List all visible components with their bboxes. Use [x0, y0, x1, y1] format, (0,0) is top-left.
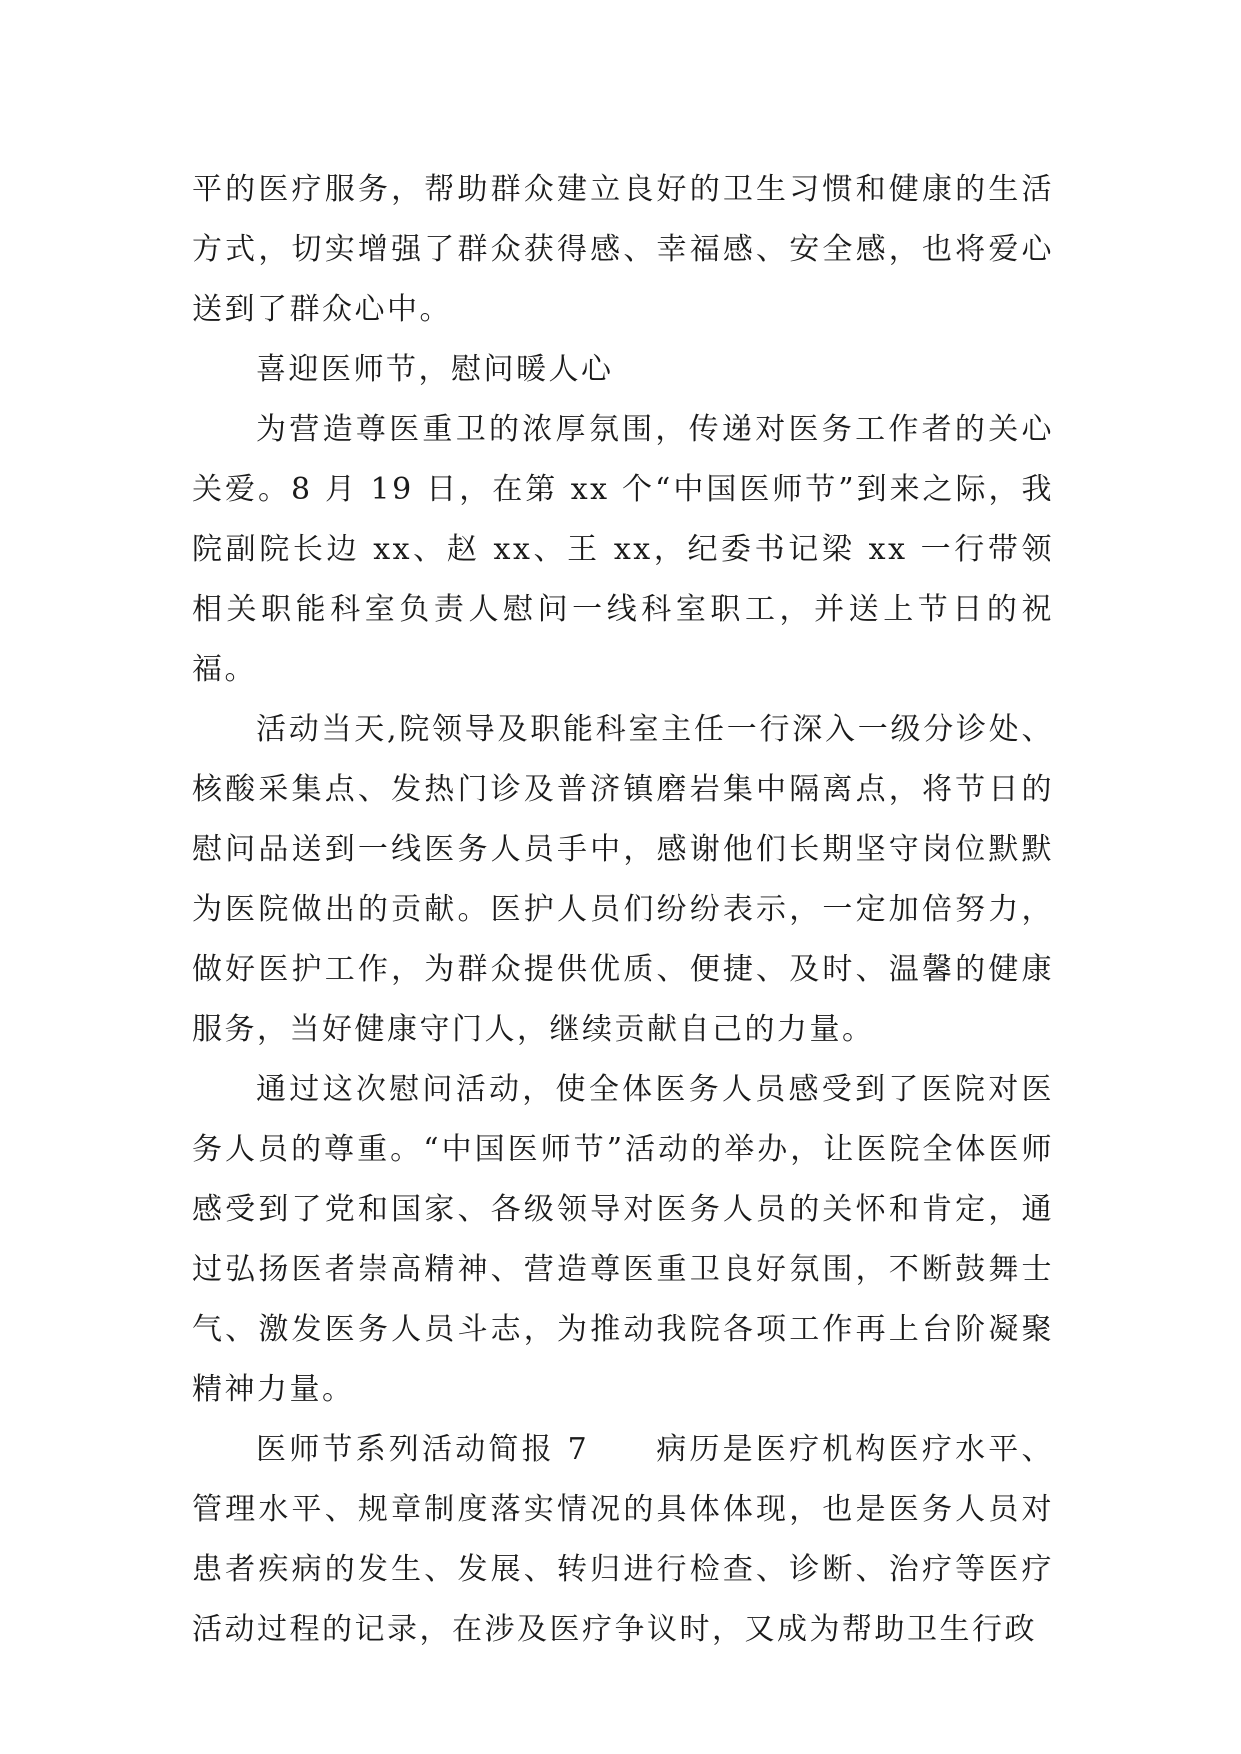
paragraph-activity: 活动当天,院领导及职能科室主任一行深入一级分诊处、核酸采集点、发热门诊及普济镇磨岩集中隔离点，将节日的慰问品送到一线医务人员手中，感谢他们长期坚守岗位默默为医院做出的贡献。医护人员们纷纷表示，一定加倍努力，做好医护工作，为群众提供优质、便捷、及时、温馨的健康服务，当好健康守门人，继续贡献自己的力量。: [192, 712, 1054, 1047]
paragraph-continuation: 平的医疗服务，帮助群众建立良好的卫生习惯和健康的生活方式，切实增强了群众获得感、幸福感、安全感，也将爱心送到了群众心中。: [192, 172, 1054, 327]
paragraph-summary: 通过这次慰问活动，使全体医务人员感受到了医院对医务人员的尊重。“中国医师节”活动的举办，让医院全体医师感受到了党和国家、各级领导对医务人员的关怀和肯定，通过弘扬医者崇高精神、营造尊医重卫良好氛围，不断鼓舞士气、激发医务人员斗志，为推动我院各项工作再上台阶凝聚精神力量。: [192, 1072, 1054, 1407]
paragraph-report-7: 医师节系列活动简报 7 病历是医疗机构医疗水平、管理水平、规章制度落实情况的具体体现，也是医务人员对患者疾病的发生、发展、转归进行检查、诊断、治疗等医疗活动过程的记录，在涉及医疗争议时，又成为帮助卫生行政: [192, 1432, 1054, 1647]
document-page: [192, 160, 1054, 1660]
section-heading: 喜迎医师节，慰问暖人心: [256, 352, 614, 387]
paragraph-intro: 为营造尊医重卫的浓厚氛围，传递对医务工作者的关心关爱。8 月 19 日，在第 xx 个“中国医师节”到来之际，我院副院长边 xx、赵 xx、王 xx，纪委书记梁 xx 一行带领相关职能科室负责人慰问一线科室职工，并送上节日的祝福。: [192, 412, 1054, 687]
